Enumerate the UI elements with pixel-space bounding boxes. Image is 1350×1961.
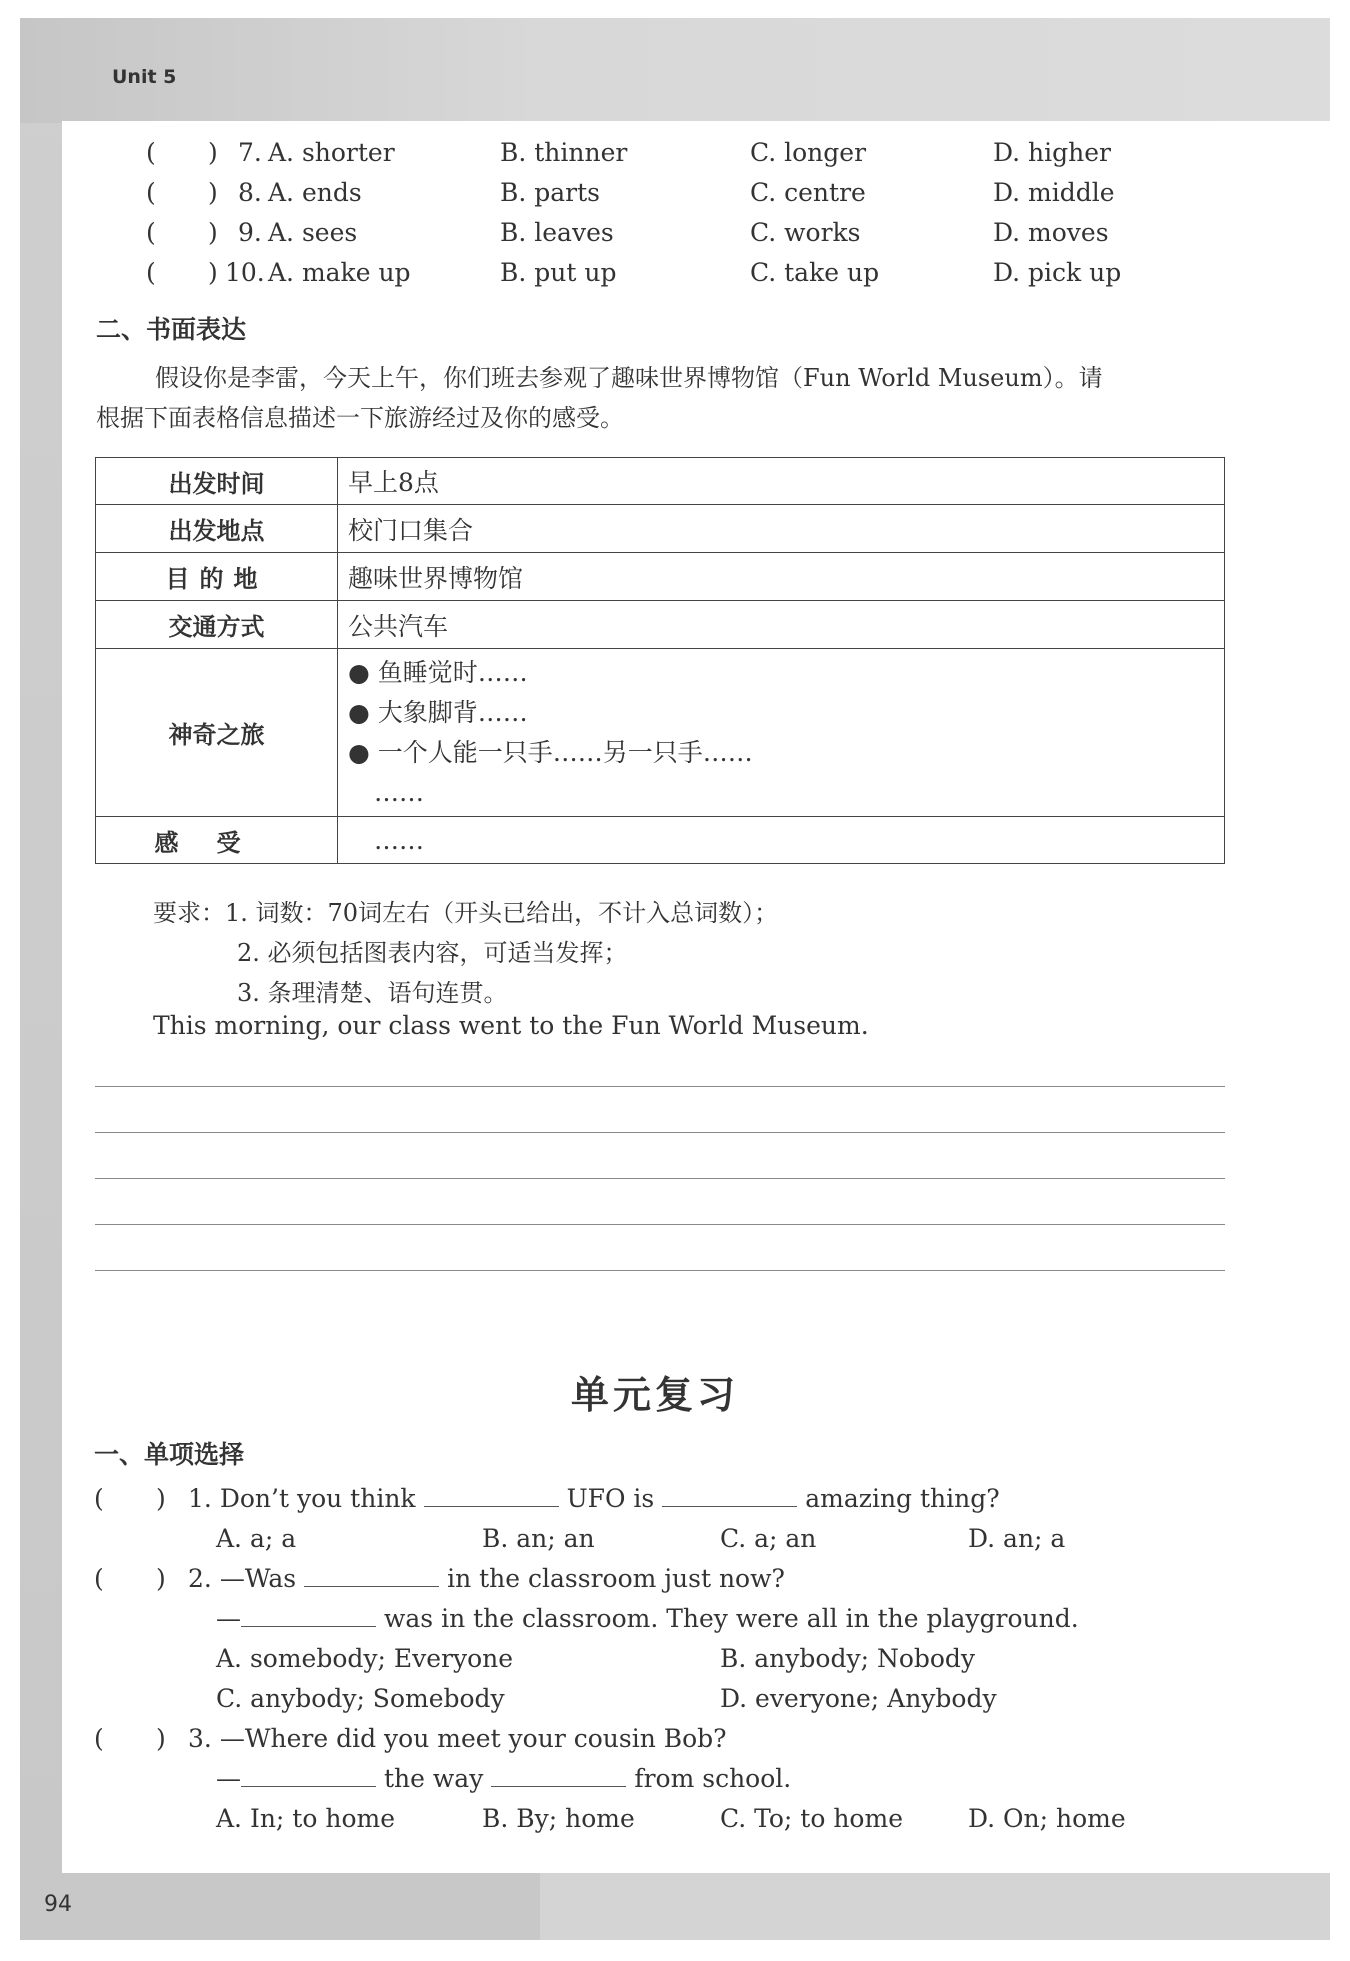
stem-part: Don’t you think bbox=[219, 1484, 416, 1513]
review-title: 单元复习 bbox=[570, 1373, 739, 1417]
option-d: D. moves bbox=[993, 218, 1109, 247]
option-c: C. take up bbox=[750, 258, 880, 287]
row-key: 出发地点 bbox=[96, 505, 338, 553]
option-c: C. To; to home bbox=[720, 1804, 903, 1833]
answer-line-stem bbox=[216, 1604, 1079, 1633]
question-number: 2. bbox=[188, 1564, 212, 1593]
answer-blank[interactable] bbox=[662, 1484, 797, 1507]
option-c: C. anybody; Somebody bbox=[216, 1684, 505, 1713]
info-table bbox=[95, 457, 1225, 864]
list-item-ellipsis: …… bbox=[374, 777, 424, 807]
paren-open[interactable]: ( bbox=[94, 1564, 104, 1593]
answer-line-stem bbox=[216, 1764, 791, 1793]
question-stem bbox=[188, 1484, 1000, 1513]
option-c: C. longer bbox=[750, 138, 867, 167]
stem-part: —Where did you meet your cousin Bob? bbox=[219, 1724, 727, 1753]
row-key: 出发时间 bbox=[96, 458, 338, 505]
stem-part: from school. bbox=[634, 1764, 792, 1793]
option-d: D. middle bbox=[993, 178, 1115, 207]
paren-open[interactable]: ( bbox=[94, 1484, 104, 1513]
writing-prompt-line1: 假设你是李雷，今天上午，你们班去参观了趣味世界博物馆（Fun World Museum）。请 bbox=[155, 364, 1103, 392]
row-value: …… bbox=[338, 817, 1225, 864]
answer-line[interactable] bbox=[95, 1224, 1225, 1225]
option-d: D. everyone; Anybody bbox=[720, 1684, 997, 1713]
table-row bbox=[96, 817, 1225, 864]
option-a: A. shorter bbox=[268, 138, 395, 167]
paren-open[interactable]: ( bbox=[146, 138, 156, 167]
answer-blank[interactable] bbox=[241, 1604, 376, 1627]
question-number: 3. bbox=[188, 1724, 212, 1753]
dash: — bbox=[216, 1604, 241, 1633]
option-c: C. works bbox=[750, 218, 861, 247]
answer-blank[interactable] bbox=[304, 1564, 439, 1587]
stem-part: UFO is bbox=[566, 1484, 655, 1513]
list-item-text: 大象脚背…… bbox=[377, 697, 528, 727]
option-a: A. sees bbox=[268, 218, 358, 247]
row-key: 目的地 bbox=[96, 553, 338, 601]
writing-prompt-line2: 根据下面表格信息描述一下旅游经过及你的感受。 bbox=[96, 404, 624, 432]
paren-open[interactable]: ( bbox=[146, 218, 156, 247]
list-item: ● 一个人能一只手……另一只手…… bbox=[348, 737, 753, 767]
section-title-writing: 二、书面表达 bbox=[96, 315, 247, 344]
stem-part: the way bbox=[384, 1764, 484, 1793]
paren-close: ) bbox=[208, 258, 218, 287]
paren-open[interactable]: ( bbox=[146, 258, 156, 287]
table-row bbox=[96, 601, 1225, 649]
option-c: C. centre bbox=[750, 178, 866, 207]
list-item-text: 一个人能一只手……另一只手…… bbox=[377, 737, 753, 767]
paren-close: ) bbox=[156, 1484, 166, 1513]
question-number: 1. bbox=[188, 1484, 212, 1513]
answer-line[interactable] bbox=[95, 1270, 1225, 1271]
writing-opening-sentence: This morning, our class went to the Fun World Museum. bbox=[153, 1011, 869, 1040]
option-a: A. ends bbox=[268, 178, 362, 207]
table-row bbox=[96, 505, 1225, 553]
dash: — bbox=[216, 1764, 241, 1793]
row-value: 早上8点 bbox=[338, 458, 1225, 505]
table-row bbox=[96, 649, 1225, 817]
answer-line[interactable] bbox=[95, 1132, 1225, 1133]
requirement-2: 2. 必须包括图表内容，可适当发挥； bbox=[237, 939, 628, 967]
question-stem bbox=[188, 1564, 785, 1593]
option-d: D. pick up bbox=[993, 258, 1122, 287]
option-d: D. an; a bbox=[968, 1524, 1066, 1553]
paren-open[interactable]: ( bbox=[146, 178, 156, 207]
question-number: 10. bbox=[225, 258, 265, 287]
option-a: A. make up bbox=[268, 258, 411, 287]
section-title-single-choice: 一、单项选择 bbox=[94, 1440, 245, 1469]
option-b: B. put up bbox=[500, 258, 617, 287]
answer-blank[interactable] bbox=[491, 1764, 626, 1787]
row-value: 公共汽车 bbox=[338, 601, 1225, 649]
stem-part: —Was bbox=[219, 1564, 297, 1593]
answer-blank[interactable] bbox=[241, 1764, 376, 1787]
answer-blank[interactable] bbox=[424, 1484, 559, 1507]
paren-close: ) bbox=[208, 138, 218, 167]
table-row bbox=[96, 458, 1225, 505]
option-b: B. thinner bbox=[500, 138, 628, 167]
row-value: 校门口集合 bbox=[338, 505, 1225, 553]
paren-close: ) bbox=[208, 218, 218, 247]
list-item: ● 鱼睡觉时…… bbox=[348, 657, 528, 687]
row-value: 趣味世界博物馆 bbox=[338, 553, 1225, 601]
header-band bbox=[20, 18, 1330, 123]
stem-part: in the classroom just now? bbox=[447, 1564, 785, 1593]
row-key: 感受 bbox=[96, 817, 338, 864]
answer-line[interactable] bbox=[95, 1086, 1225, 1087]
paren-close: ) bbox=[208, 178, 218, 207]
list-item-text: 鱼睡觉时…… bbox=[377, 657, 528, 687]
stem-part: amazing thing? bbox=[805, 1484, 1000, 1513]
question-stem bbox=[188, 1724, 727, 1753]
unit-label: Unit 5 bbox=[112, 66, 177, 88]
option-b: B. By; home bbox=[482, 1804, 635, 1833]
requirement-1: 要求：1. 词数：70词左右（开头已给出，不计入总词数）； bbox=[153, 899, 779, 927]
table-row bbox=[96, 553, 1225, 601]
paren-close: ) bbox=[156, 1724, 166, 1753]
answer-line[interactable] bbox=[95, 1178, 1225, 1179]
option-d: D. higher bbox=[993, 138, 1111, 167]
stem-part: was in the classroom. They were all in the playground. bbox=[384, 1604, 1079, 1633]
option-d: D. On; home bbox=[968, 1804, 1126, 1833]
option-b: B. an; an bbox=[482, 1524, 595, 1553]
option-b: B. anybody; Nobody bbox=[720, 1644, 976, 1673]
question-number: 7. bbox=[238, 138, 262, 167]
option-c: C. a; an bbox=[720, 1524, 817, 1553]
row-key: 神奇之旅 bbox=[96, 649, 338, 817]
row-key: 交通方式 bbox=[96, 601, 338, 649]
option-b: B. parts bbox=[500, 178, 600, 207]
option-b: B. leaves bbox=[500, 218, 614, 247]
requirement-3: 3. 条理清楚、语句连贯。 bbox=[237, 979, 508, 1007]
option-a: A. a; a bbox=[216, 1524, 297, 1553]
paren-close: ) bbox=[156, 1564, 166, 1593]
page-number: 94 bbox=[44, 1892, 72, 1917]
option-a: A. somebody; Everyone bbox=[216, 1644, 514, 1673]
option-a: A. In; to home bbox=[216, 1804, 395, 1833]
row-value-list bbox=[338, 649, 1225, 817]
paren-open[interactable]: ( bbox=[94, 1724, 104, 1753]
question-number: 9. bbox=[238, 218, 262, 247]
question-number: 8. bbox=[238, 178, 262, 207]
list-item: ● 大象脚背…… bbox=[348, 697, 528, 727]
